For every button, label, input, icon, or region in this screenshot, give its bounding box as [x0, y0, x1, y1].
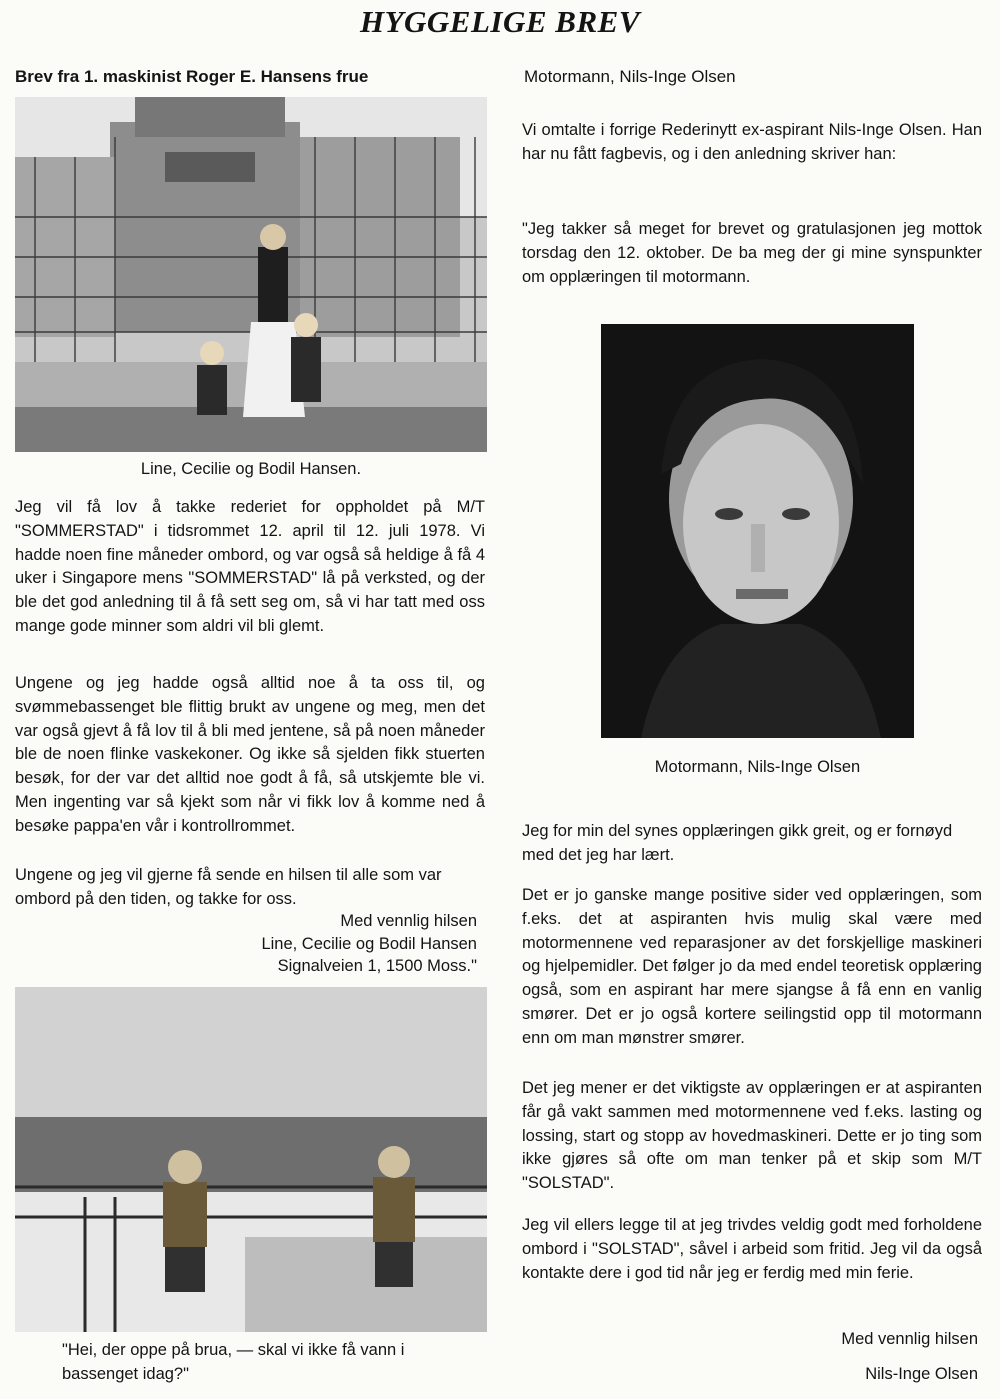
- shipyard-photo-illustration: [15, 97, 487, 452]
- pool-deck-photo: [15, 987, 487, 1332]
- photo1-caption: Line, Cecilie og Bodil Hansen.: [140, 460, 362, 478]
- shipyard-family-photo: [15, 97, 487, 452]
- portrait-illustration: [601, 324, 914, 738]
- left-paragraph-1: Jeg vil få lov å takke rederiet for oppholdet på M/T "SOMMERSTAD" i tidsrommet 12. april til 12. juli 1978. Vi hadde noen fine måneder ombord, og var også så heldige å få 4 uker i Singapore mens "SOMMERSTAD" lå på verksted, og der ble det god anledning til å få sett seg om, så vi har tatt med oss mange gode minner som aldri vil bli glemt.: [15, 498, 485, 635]
- photo2-caption: [62, 1339, 482, 1387]
- left-paragraph-3: Ungene og jeg vil gjerne få sende en hilsen til alle som var ombord på den tiden, og takke for oss.: [15, 866, 442, 908]
- right-paragraph-4: Jeg vil ellers legge til at jeg trivdes veldig godt med forholdene ombord i "SOLSTAD", såvel i arbeid som fritid. Jeg vil da også kontakte dere i god tid når jeg er ferdig med min ferie.: [522, 1216, 982, 1282]
- right-signature: Nils-Inge Olsen: [865, 1365, 978, 1383]
- portrait-photo: [601, 324, 914, 738]
- right-paragraph-3: Det jeg mener er det viktigste av opplæringen er at aspiranten får gå vakt sammen med motormennene ved f.eks. lasting og lossing, start og stopp av hovedmaskineri. Dette er jo ting som ikke gjøres så ofte om man tenker på et skip som M/T "SOLSTAD".: [522, 1079, 982, 1193]
- left-signature-address: Signalveien 1, 1500 Moss.": [277, 957, 477, 975]
- left-signoff: [15, 910, 477, 978]
- photo2-caption-line2: bassenget idag?": [62, 1364, 189, 1383]
- right-paragraph-1: Jeg for min del synes opplæringen gikk greit, og er fornøyd med det jeg har lært.: [522, 822, 953, 864]
- right-paragraph-2: Det er jo ganske mange positive sider ved opplæringen, som f.eks. det at aspiranten hvis mulig skal være med motormennene ved reparasjoner av det forskjellige maskineri og hjelpemidler. Det følger jo da med endel teoretisk opplæring også, som en aspirant har mere sjangse å få enn en vanlig smører. Det er jo også kortere seilingstid opp til motormann enn om man mønstrer smører.: [522, 886, 982, 1047]
- left-paragraph-2: Ungene og jeg hadde også alltid noe å ta oss til, og svømmebassenget ble flittig brukt av ungene og meg, men det var også gjevt å få lov til å bli med jentene, så på noen måneder ble de noen flinke vaskekoner. Og ikke så sjelden fikk stuerten besøk, for der var det alltid noe godt å få, så utskjemte ble vi. Men ingenting var så kjekt som når vi fikk lov å komme ned å besøke pappa'en vår i kontrollrommet.: [15, 674, 485, 835]
- pool-deck-illustration: [15, 987, 487, 1332]
- right-closing: Med vennlig hilsen: [841, 1330, 978, 1348]
- right-intro: Vi omtalte i forrige Rederinytt ex-aspirant Nils-Inge Olsen. Han har nu fått fagbevis, og i den anledning skriver han:: [522, 121, 982, 163]
- photo2-caption-line1: "Hei, der oppe på brua, — skal vi ikke få vann i: [62, 1341, 405, 1359]
- left-signature-names: Line, Cecilie og Bodil Hansen: [261, 934, 477, 953]
- right-heading: Motormann, Nils-Inge Olsen: [524, 67, 736, 86]
- left-closing: Med vennlig hilsen: [340, 912, 477, 930]
- right-quote: "Jeg takker så meget for brevet og gratulasjonen jeg mottok torsdag den 12. oktober. De ba meg der gi mine synspunkter om opplæringen til motormann.: [522, 220, 982, 286]
- left-heading: Brev fra 1. maskinist Roger E. Hansens frue: [15, 67, 369, 86]
- page-title: HYGGELIGE BREV: [359, 4, 641, 39]
- portrait-caption: Motormann, Nils-Inge Olsen: [654, 758, 861, 776]
